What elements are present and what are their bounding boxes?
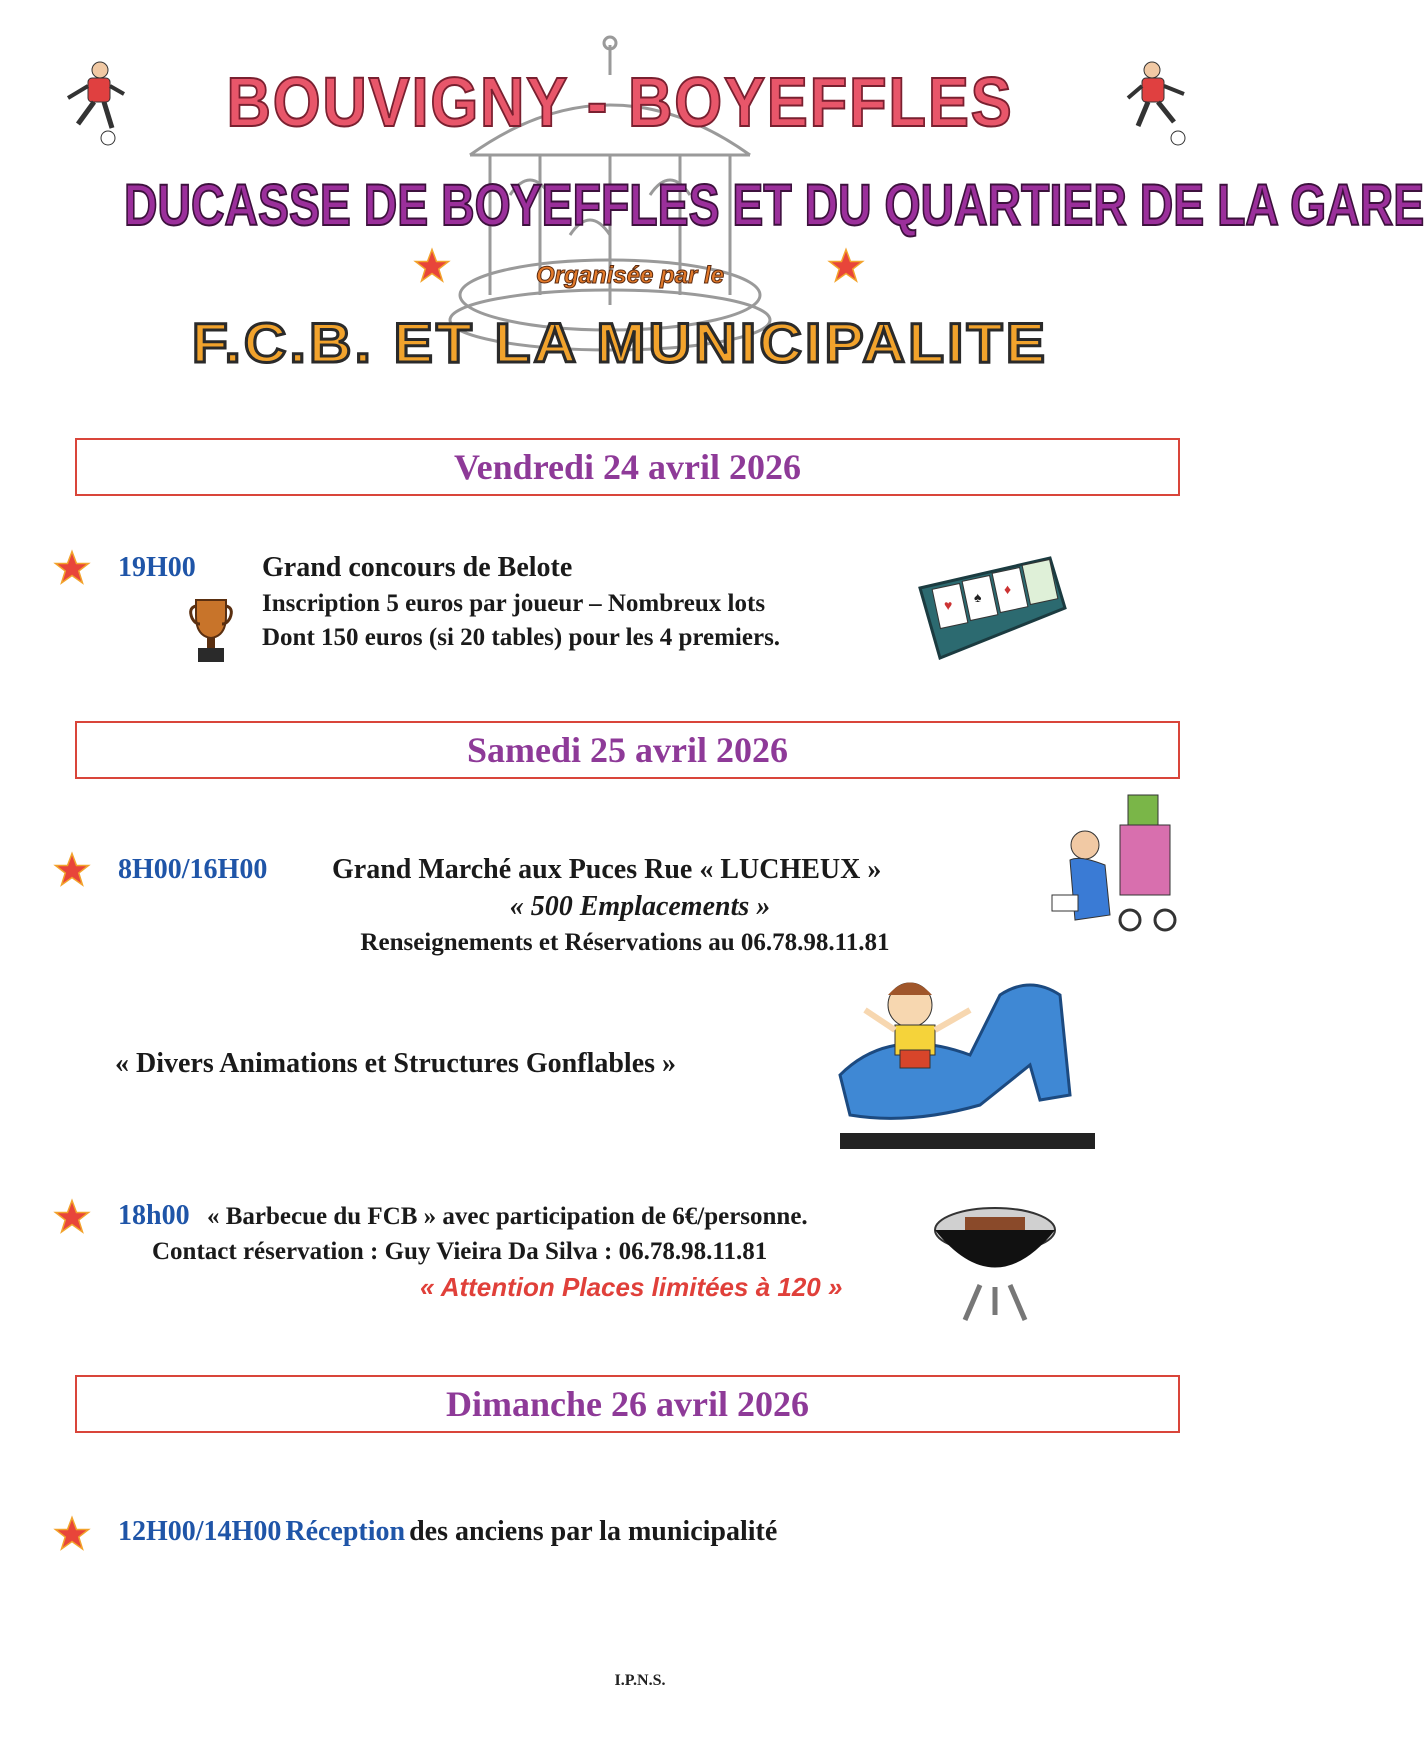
organised-by: Organisée par le	[535, 262, 725, 289]
market-title: Grand Marché aux Puces Rue « LUCHEUX »	[332, 854, 882, 885]
svg-text:♦: ♦	[1004, 583, 1012, 598]
svg-text:♥: ♥	[944, 599, 953, 614]
sunday-text: des anciens par la municipalité	[409, 1516, 778, 1547]
sunday-reception: Réception	[285, 1516, 406, 1547]
bbq-time: 18h00	[118, 1200, 190, 1231]
flea-market-illustration	[1050, 785, 1200, 945]
organizers-title: F.C.B. ET LA MUNICIPALITE	[191, 311, 1049, 374]
star-icon	[54, 550, 90, 586]
friday-time: 19H00	[118, 552, 196, 583]
animations-text: « Divers Animations et Structures Gonflables »	[115, 1048, 677, 1079]
day-heading-friday: Vendredi 24 avril 2026	[75, 438, 1180, 496]
bbq-contact: Contact réservation : Guy Vieira Da Silva : 06.78.98.11.81	[152, 1238, 768, 1265]
star-icon	[414, 248, 450, 284]
market-info: Renseignements et Réservations au 06.78.98.11.81	[360, 929, 890, 956]
bbq-text: « Barbecue du FCB » avec participation de 6€/personne.	[207, 1203, 808, 1230]
friday-line2: Dont 150 euros (si 20 tables) pour les 4 premiers.	[262, 624, 781, 651]
market-spots: « 500 Emplacements »	[509, 891, 771, 922]
star-icon	[54, 1516, 90, 1552]
star-icon	[828, 248, 864, 284]
day-heading-sunday: Dimanche 26 avril 2026	[75, 1375, 1180, 1433]
trophy-icon	[188, 596, 234, 664]
friday-line1: Inscription 5 euros par joueur – Nombreux lots	[262, 590, 766, 617]
ipns-footer: I.P.N.S.	[614, 1672, 666, 1689]
town-title: BOUVIGNY - BOYEFFLES	[226, 63, 1014, 141]
playing-cards-icon	[900, 548, 1070, 668]
sunday-time: 12H00/14H00	[118, 1516, 282, 1547]
event-title: DUCASSE DE BOYEFFLES ET DU QUARTIER DE LA GARE	[124, 173, 1424, 238]
inflatable-slide-illustration	[830, 955, 1100, 1150]
barbecue-grill-icon	[930, 1195, 1060, 1325]
svg-text:♠: ♠	[974, 591, 982, 606]
day-heading-saturday: Samedi 25 avril 2026	[75, 721, 1180, 779]
sunday-line	[118, 1516, 777, 1548]
star-icon	[54, 852, 90, 888]
bbq-warning: « Attention Places limitées à 120 »	[420, 1272, 843, 1302]
friday-title: Grand concours de Belote	[262, 552, 573, 583]
star-icon	[54, 1199, 90, 1235]
market-time: 8H00/16H00	[118, 854, 268, 885]
